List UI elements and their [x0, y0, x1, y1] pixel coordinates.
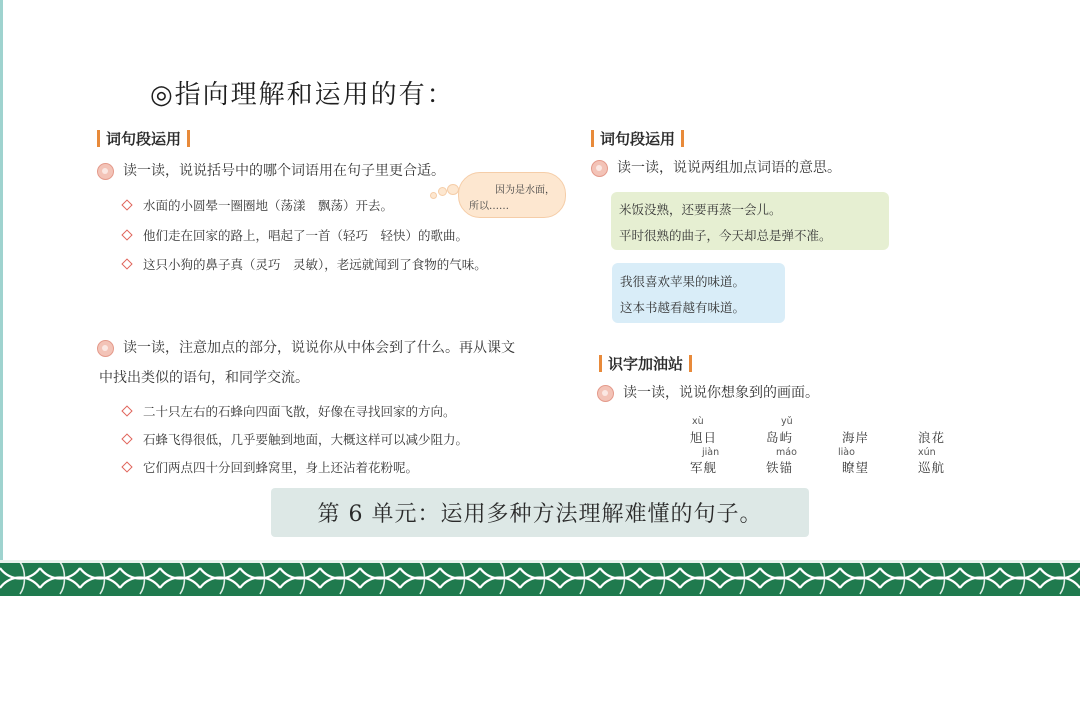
heading-bar-left [591, 130, 594, 147]
diamond-bullet-icon [121, 258, 132, 269]
diamond-bullet-icon [121, 405, 132, 416]
list-item [123, 402, 456, 420]
right-section-heading [591, 128, 684, 149]
diamond-bullet-icon [121, 199, 132, 210]
list-item-text: 水面的小圆晕一圈圈地（荡漾 飘荡）开去。 [143, 198, 394, 213]
pinyin-xu: xù [692, 416, 704, 427]
decorative-border-band [0, 560, 1080, 596]
question-icon [597, 385, 614, 402]
left-edge-line [0, 0, 3, 560]
heading-bar-left [599, 355, 602, 372]
list-item [123, 255, 487, 273]
green-box-line-1: 米饭没熟，还要再蒸一会儿。 [619, 202, 782, 217]
word-langhua: 浪花 [918, 430, 946, 445]
left-q1-prompt [97, 158, 445, 184]
question-icon [97, 340, 114, 357]
heading-bar-right [187, 130, 190, 147]
heading-bar-right [681, 130, 684, 147]
left-q1-prompt-text: 读一读，说说括号中的哪个词语用在句子里更合适。 [123, 163, 445, 179]
right-q2-prompt [597, 380, 819, 406]
list-item [123, 226, 468, 244]
green-box-line-2: 平时很熟的曲子，今天却总是弹不准。 [619, 228, 832, 243]
word-junjian: 军舰 [690, 460, 718, 475]
list-item [123, 196, 393, 214]
left-section-heading [97, 128, 190, 149]
word-xuri: 旭日 [690, 430, 718, 445]
heading-bar-left [97, 130, 100, 147]
right-q2-prompt-text: 读一读，说说你想象到的画面。 [623, 385, 819, 401]
right-section2-heading-text: 识字加油站 [608, 355, 684, 373]
pinyin-liao: liào [838, 447, 855, 458]
unit-caption [271, 488, 809, 537]
list-item-text: 这只小狗的鼻子真（灵巧 灵敏），老远就闻到了食物的气味。 [143, 257, 487, 272]
word-xunhang: 巡航 [918, 460, 946, 475]
diamond-bullet-icon [121, 229, 132, 240]
thought-dot-small [430, 192, 437, 199]
right-section-heading-text: 词句段运用 [600, 130, 676, 148]
blue-box-line-2: 这本书越看越有味道。 [620, 300, 746, 315]
word-liaowang: 瞭望 [842, 460, 870, 475]
list-item-text: 二十只左右的石蜂向四面飞散，好像在寻找回家的方向。 [143, 404, 456, 419]
pinyin-xun: xún [918, 447, 936, 458]
list-item-text: 石蜂飞得很低，几乎要触到地面，大概这样可以减少阻力。 [143, 432, 469, 447]
green-example-box [611, 192, 889, 250]
thought-bubble [458, 172, 566, 218]
word-daoyu: 岛屿 [766, 430, 794, 445]
pinyin-yu: yǔ [781, 416, 793, 427]
list-item [123, 458, 418, 476]
list-item [123, 430, 468, 448]
right-q1-prompt [591, 155, 841, 181]
right-section2-heading [599, 353, 692, 374]
left-q2-prompt-line2: 中找出类似的语句，和同学交流。 [99, 370, 309, 386]
left-section-heading-text: 词句段运用 [106, 130, 182, 148]
question-icon [591, 160, 608, 177]
question-icon [97, 163, 114, 180]
unit-caption-text: 第 6 单元：运用多种方法理解难懂的句子。 [317, 502, 763, 527]
diamond-bullet-icon [121, 461, 132, 472]
pinyin-mao: máo [776, 447, 797, 458]
page-title: ◎指向理解和运用的有： [150, 80, 455, 110]
pinyin-jian: jiàn [702, 447, 720, 458]
list-item-text: 它们两点四十分回到蜂窝里，身上还沾着花粉呢。 [143, 460, 419, 475]
word-tiemao: 铁锚 [766, 460, 794, 475]
heading-bar-right [689, 355, 692, 372]
diamond-bullet-icon [121, 433, 132, 444]
right-q1-prompt-text: 读一读，说说两组加点词语的意思。 [617, 160, 841, 176]
blue-box-line-1: 我很喜欢苹果的味道。 [620, 274, 746, 289]
thought-dot-medium [438, 187, 447, 196]
left-q2-prompt [97, 335, 515, 391]
word-haian: 海岸 [842, 430, 870, 445]
bubble-line-2: 所以…… [469, 201, 509, 212]
bubble-line-1: 因为是水面， [495, 185, 555, 196]
list-item-text: 他们走在回家的路上，唱起了一首（轻巧 轻快）的歌曲。 [143, 228, 469, 243]
blue-example-box [612, 263, 785, 323]
left-q2-prompt-line1: 读一读，注意加点的部分，说说你从中体会到了什么。再从课文 [123, 340, 515, 356]
